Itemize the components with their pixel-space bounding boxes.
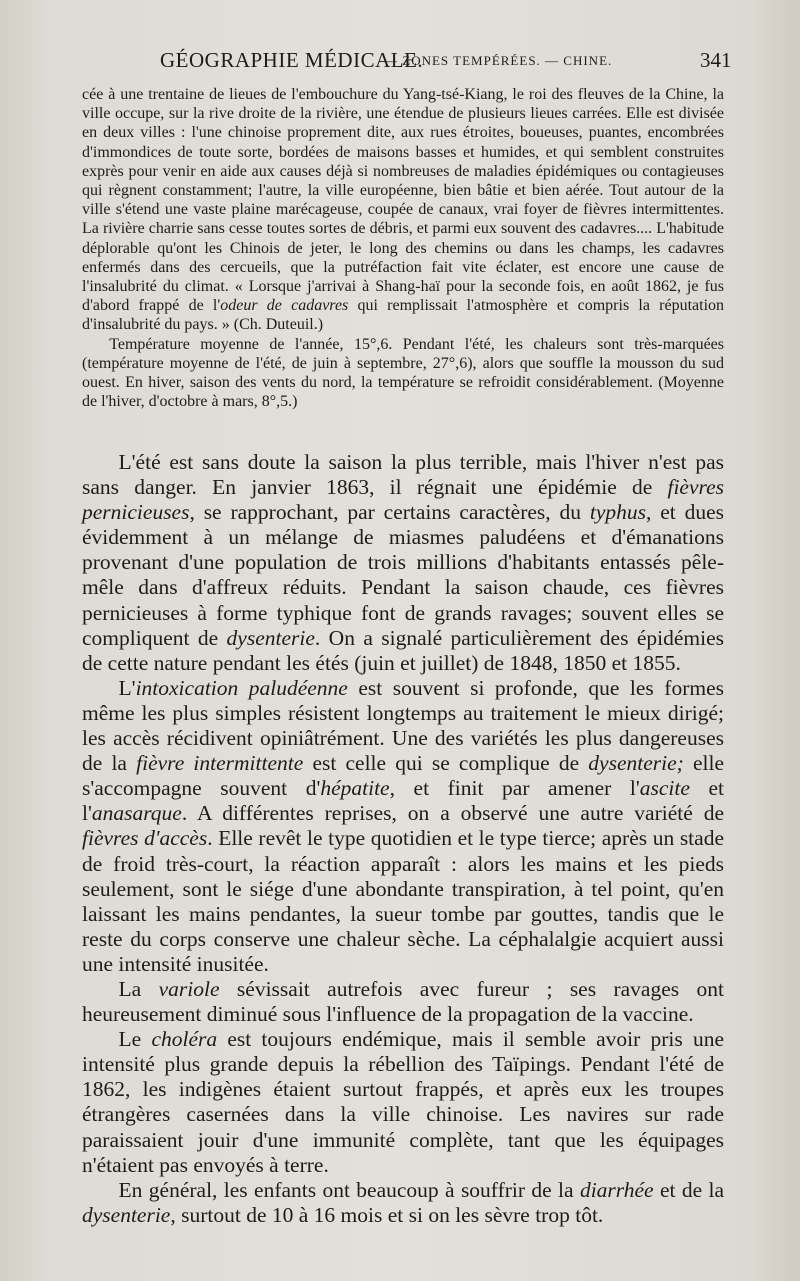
italic-term: ascite bbox=[639, 776, 690, 801]
text-run: L' bbox=[118, 675, 136, 700]
footnote-text-block bbox=[82, 85, 724, 411]
paragraph bbox=[82, 450, 724, 676]
text-run: est souvent si profonde, que les formes même les plus simples résistent longtemps au traitement le mieux dirigé; les accès récidivent opiniâtrément. Une des variétés les plus dangereuses de la bbox=[82, 675, 724, 776]
text-run: L'été est sans doute la saison la plus terrible, mais l'hiver n'est pas sans danger. En janvier 1863, il régnait une épidémie de bbox=[82, 450, 724, 500]
italic-term: odeur de cadavres bbox=[220, 297, 349, 315]
italic-term: variole bbox=[158, 976, 220, 1001]
paragraph bbox=[82, 676, 724, 977]
text-run: Température moyenne de l'année, 15°,6. Pendant l'été, les chaleurs sont très-marquées (température moyenne de l'été, de juin à septembre, 27°,6), alors que souffle la mousson du sud ouest. En hiver, saison des vents du nord, la température se refroidit considérablement. (Moyenne de l'hiver, d'octobre à mars, 8°,5.) bbox=[82, 335, 724, 411]
paragraph bbox=[82, 977, 724, 1027]
page-number: 341 bbox=[700, 48, 732, 72]
italic-term: fièvres pernicieuses bbox=[82, 475, 724, 525]
italic-term: diarrhée bbox=[579, 1177, 654, 1202]
italic-term: dysenterie bbox=[226, 625, 315, 650]
italic-term: hépatite bbox=[320, 776, 390, 801]
running-header bbox=[0, 48, 800, 76]
text-run: cée à une trentaine de lieues de l'embouchure du Yang-tsé-Kiang, le roi des fleuves de la Chine, la ville occupe, sur la rive droite de la rivière, une étendue de plusieurs lieues carrées. Elle est divisée en deux villes : l'une chinoise proprement dite, aux rues étroites, boueuses, puantes, encombrées d'immondices de toute sorte, bordées de maisons basses et humides, et qui semblent construites exprès pour venir en aide aux causes déjà si nombreuses de maladies épidémiques ou contagieuses qui règnent constamment; l'autre, la ville européenne, bien bâtie et bien aérée. Tout autour de la ville s'étend une vaste plaine marécageuse, coupée de canaux, vrai foyer de fièvres intermittentes. La rivière charrie sans cesse toutes sortes de débris, et parmi eux souvent des cadavres.... L'habitude déplorable qu'ont les Chinois de jeter, le long des chemins ou dans les champs, les cadavres enfermés dans des cercueils, que la putréfaction fait vite éclater, est encore une cause de l'insalubrité du climat. « Lorsque j'arrivai à Shang-haï pour la seconde fois, en août 1862, je fus d'abord frappé de l' bbox=[82, 86, 724, 315]
italic-term: fièvres d'accès bbox=[82, 826, 208, 851]
text-run: elle s'accompagne souvent d' bbox=[82, 751, 724, 801]
text-run: est celle qui se complique de bbox=[303, 751, 589, 776]
text-run: . On a signalé particulièrement des épidémies de cette nature pendant les étés (juin et juillet) de 1848, 1850 et 1855. bbox=[82, 625, 724, 675]
header-title: GÉOGRAPHIE MÉDICALE. bbox=[160, 48, 424, 72]
paragraph bbox=[82, 1178, 724, 1228]
text-run: , et dues évidemment à un mélange de miasmes paludéens et d'émanations provenant d'une population de trois millions d'habitants entassés pêle-mêle dans d'affreux réduits. Pendant la saison chaude, ces fièvres pernicieuses à forme typhique font de grands ravages; souvent elles se compliquent de bbox=[82, 500, 724, 650]
text-run: . Elle revêt le type quotidien et le type tierce; après un stade de froid très-court, la réaction apparaît : alors les mains et les pieds seulement, sont le siége d'une abondante transpiration, à tel point, qu'en laissant les mains pendantes, la sueur tombe par gouttes, tandis que le reste du corps conserve une chaleur sèche. La céphalalgie acquiert aussi une intensité inusitée. bbox=[82, 826, 724, 976]
text-run: . A différentes reprises, on a observé une autre variété de bbox=[181, 801, 724, 826]
text-run: , se rapprochant, par certains caractères, du bbox=[189, 500, 590, 525]
italic-term: choléra bbox=[151, 1027, 218, 1052]
text-run: , surtout de 10 à 16 mois et si on les sèvre trop tôt. bbox=[170, 1202, 604, 1227]
italic-term: intoxication paludéenne bbox=[135, 675, 348, 700]
text-run: et l' bbox=[82, 776, 724, 826]
text-run: et de la bbox=[653, 1177, 724, 1202]
italic-term: dysenterie bbox=[82, 1202, 171, 1227]
header-subtitle: — ZONES TEMPÉRÉES. — CHINE. bbox=[384, 53, 613, 68]
text-run: , et finit par amener l' bbox=[389, 776, 640, 801]
paragraph bbox=[82, 335, 724, 412]
italic-term: fièvre intermittente bbox=[136, 751, 304, 776]
italic-term: dysenterie; bbox=[588, 751, 684, 776]
text-run: est toujours endémique, mais il semble avoir pris une intensité plus grande depuis la rébellion des Taïpings. Pendant l'été de 1862, les indigènes étaient surtout frappés, et après eux les troupes étrangères casernées dans la ville chinoise. Les navires sur rade paraissaient jouir d'une immunité complète, tant que les équipages n'étaient pas envoyés à terre. bbox=[82, 1027, 724, 1177]
text-run: En général, les enfants ont beaucoup à souffrir de la bbox=[118, 1177, 580, 1202]
text-run: qui remplissait l'atmosphère et compris la réputation d'insalubrité du pays. » (Ch. Duteuil.) bbox=[82, 297, 725, 334]
italic-term: typhus bbox=[589, 500, 646, 525]
main-text-block bbox=[82, 450, 724, 1228]
paragraph bbox=[82, 1027, 724, 1178]
text-run: Le bbox=[118, 1027, 152, 1052]
italic-term: anasarque bbox=[91, 801, 182, 826]
paragraph bbox=[82, 85, 724, 335]
text-run: sévissait autrefois avec fureur ; ses ravages ont heureusement diminué sous l'influence de la propagation de la vaccine. bbox=[82, 976, 724, 1027]
text-run: La bbox=[118, 976, 159, 1001]
